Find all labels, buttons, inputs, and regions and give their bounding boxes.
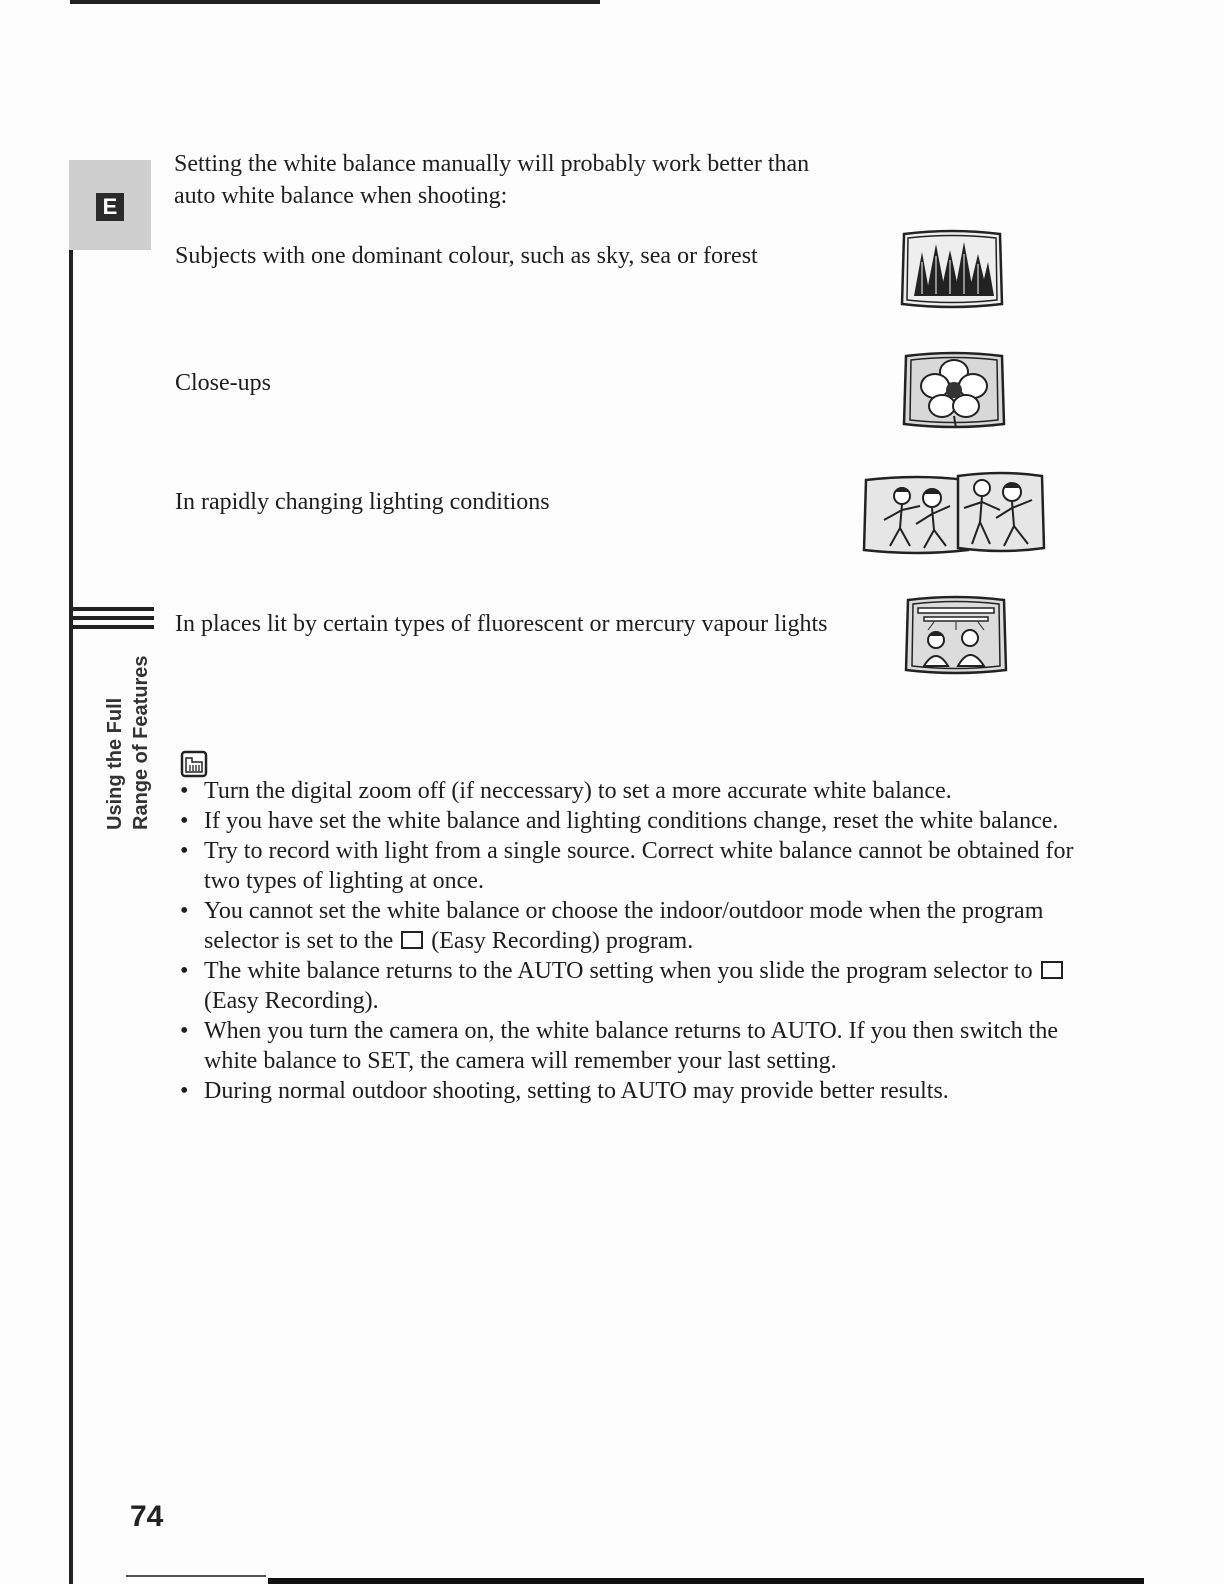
- bottom-rule: [268, 1578, 1144, 1584]
- note-icon: [180, 750, 208, 778]
- easy-recording-square-icon: [1041, 961, 1063, 979]
- case-fluorescent-lights: In places lit by certain types of fluorescent or mercury vapour lights: [175, 611, 828, 637]
- case-close-ups: Close-ups: [175, 370, 271, 396]
- dancing-people-icon: [862, 470, 1046, 556]
- side-label-line1: Using the Full: [104, 697, 126, 830]
- case-dominant-colour: Subjects with one dominant colour, such as sky, sea or forest: [175, 243, 758, 269]
- note-item: • Try to record with light from a single source. Correct white balance cannot be obtained for two types of lighting at once.: [180, 838, 1074, 894]
- section-bars: [70, 607, 154, 634]
- note-item: • The white balance returns to the AUTO setting when you slide the program selector to (Easy Recording).: [178, 956, 1078, 1016]
- case-changing-lighting: In rapidly changing lighting conditions: [175, 489, 550, 515]
- note-item: • Turn the digital zoom off (if neccessary) to set a more accurate white balance.: [180, 778, 952, 804]
- note-item: • You cannot set the white balance or choose the indoor/outdoor mode when the program selector is set to the (Easy Recording) program.: [180, 898, 1044, 954]
- section-side-label: [86, 652, 166, 832]
- top-rule: [70, 0, 600, 4]
- side-label-line2: Range of Features: [130, 655, 152, 830]
- flower-icon: [902, 350, 1006, 430]
- fluorescent-light-icon: [904, 594, 1008, 676]
- bottom-rule-short: [126, 1575, 266, 1577]
- note-item: • During normal outdoor shooting, setting to AUTO may provide better results.: [180, 1078, 949, 1104]
- forest-icon: [900, 228, 1004, 310]
- note-item: • When you turn the camera on, the white balance returns to AUTO. If you then switch the white balance to SET, the camera will remember your last setting.: [180, 1018, 1058, 1074]
- left-margin-rule: [69, 250, 73, 1584]
- intro-paragraph: Setting the white balance manually will probably work better than auto white balance when shooting:: [174, 151, 810, 209]
- language-tab-label: E: [96, 193, 124, 221]
- easy-recording-square-icon: [401, 931, 423, 949]
- page-number: 74: [130, 1500, 164, 1533]
- notes-list: [178, 776, 1078, 1106]
- note-item: • If you have set the white balance and lighting conditions change, reset the white balance.: [180, 808, 1059, 834]
